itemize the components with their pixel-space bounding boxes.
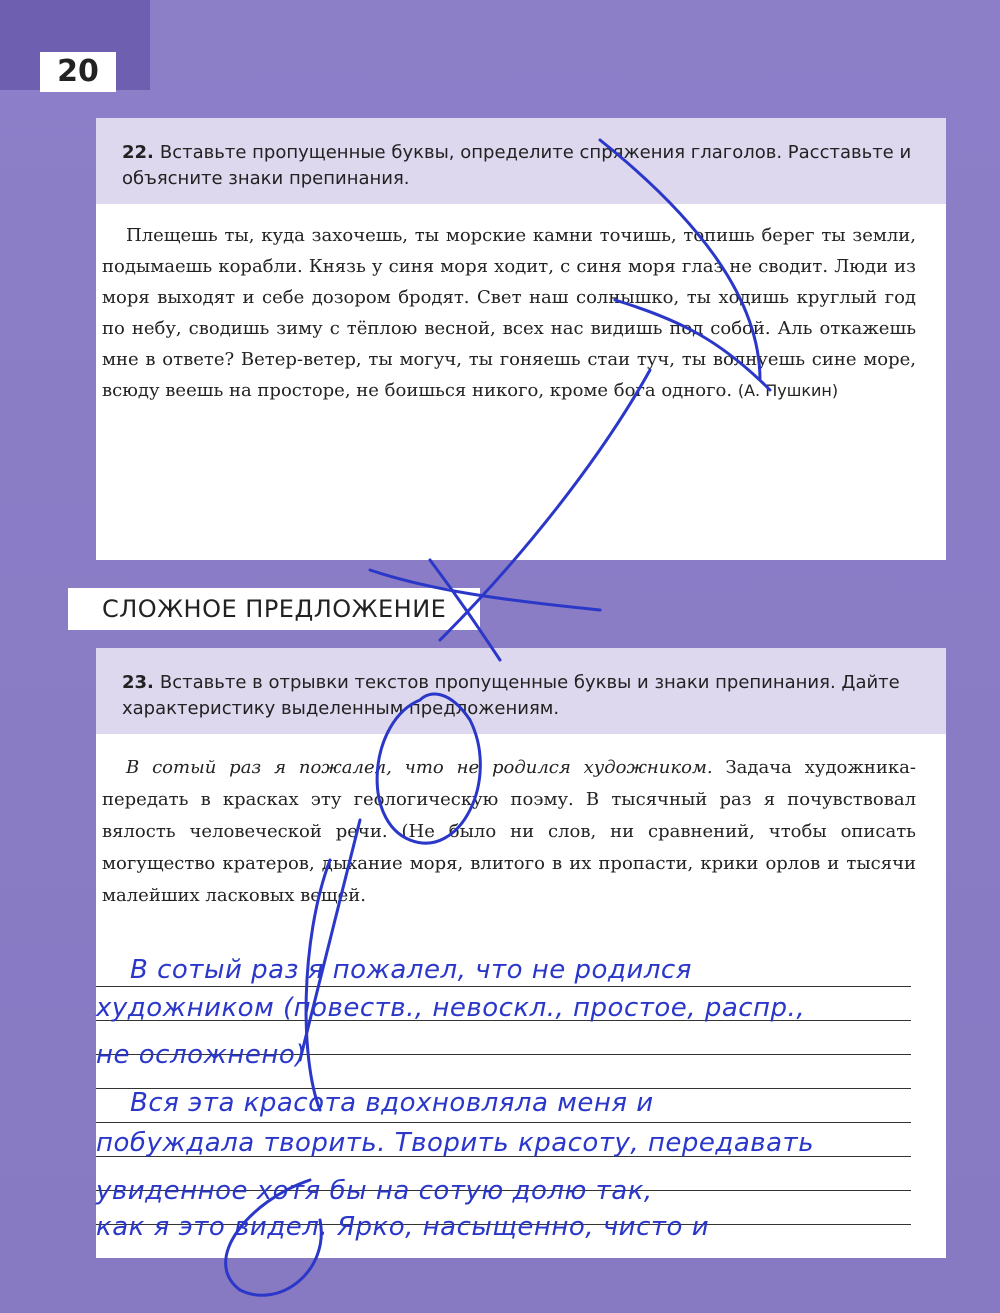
handwritten-line-5: побуждала творить. Творить красоту, передавать [96, 1128, 815, 1158]
handwritten-line-7: как я это видел. Ярко, насыщенно, чисто и [96, 1212, 710, 1242]
section-title: СЛОЖНОЕ ПРЕДЛОЖЕНИЕ [68, 588, 480, 630]
page-number: 20 [40, 52, 116, 92]
task-23-passage: Задача художника-передать в красках эту геологическую поэму. В тысячный раз я почувствовал вялость человеческой речи. (Не было ни слов, ни сравнений, чтобы описать могущество кратеров, дыхание моря, влитого в их пропасти, крики орлов и тысячи малейших ласковых вещей. [102, 757, 916, 906]
handwritten-line-1: В сотый раз я пожалел, что не родился [130, 955, 692, 985]
task-22-card [96, 118, 946, 560]
handwritten-line-4: Вся эта красота вдохновляла меня и [130, 1088, 654, 1118]
task-23-instruction: Вставьте в отрывки текстов пропущенные буквы и знаки препинания. Дайте характеристику выделенным предложениям. [122, 672, 900, 719]
task-22-instruction: Вставьте пропущенные буквы, определите спряжения глаголов. Расставьте и объясните знаки препинания. [122, 142, 912, 189]
task-23-number: 23. [122, 672, 154, 693]
task-22-author: (А. Пушкин) [737, 381, 839, 400]
task-22-poem: Плещешь ты, куда захочешь, ты морские камни точишь, топишь берег ты земли, подымаешь корабли. Князь у синя моря ходит, с синя моря глаз не сводит. Люди из моря выходят и себе дозором бродят. Свет наш солнышко, ты ходишь круглый год по небу, сводишь зиму с тёплою весной, всех нас видишь под собой. Аль откажешь мне в ответе? Ветер-ветер, ты могуч, ты гоняешь стаи туч, ты волнуешь сине море, всюду веешь на просторе, не боишься никого, кроме бога одного. [102, 225, 916, 401]
task-23-header [96, 648, 946, 734]
ruled-line [96, 1122, 911, 1123]
task-23-emphasis: В сотый раз я пожалел, что не родился художником. [126, 757, 713, 778]
task-23-text [96, 734, 946, 912]
handwritten-line-3: не осложнено) [96, 1040, 306, 1070]
task-22-number: 22. [122, 142, 154, 163]
handwritten-line-6: увиденное хотя бы на сотую долю так, [96, 1176, 653, 1206]
ruled-line [96, 986, 911, 987]
task-22-header [96, 118, 946, 204]
task-22-text [96, 204, 946, 406]
handwritten-line-2: художником (повеств., невоскл., простое, распр., [96, 993, 806, 1023]
